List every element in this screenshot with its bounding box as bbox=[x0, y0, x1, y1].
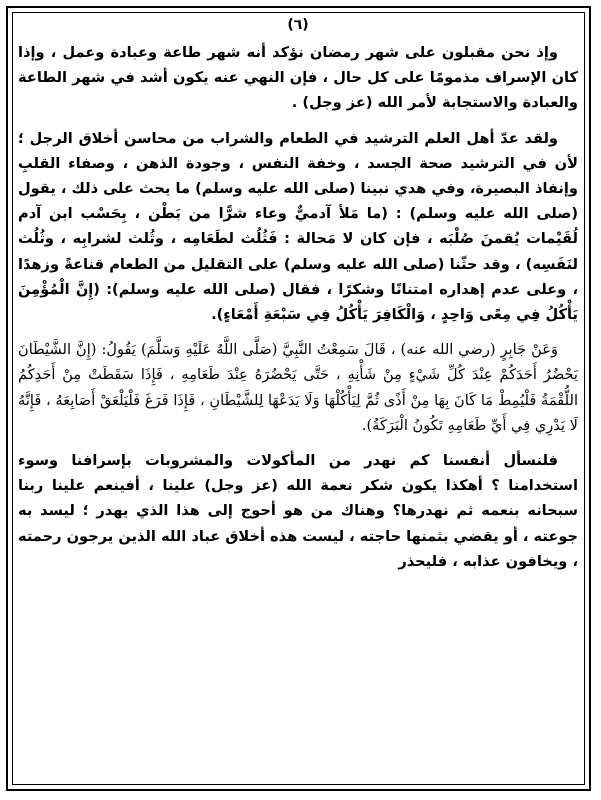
paragraph-ramadan-intro: وإذ نحن مقبلون على شهر رمضان نؤكد أنه شهر طاعة وعبادة وعمل ، وإذا كان الإسراف مذمومًا على كل حال ، فإن النهي عنه يكون أشد في شهر الطاعة والعبادة والاستجابة لأمر الله (عز وجل) . bbox=[18, 44, 578, 112]
page-number: (٦) bbox=[287, 17, 309, 33]
paragraph-jabir-hadith: وَعَنْ جَابِرٍ (رضي الله عنه) ، قَالَ سَمِعْتُ النَّبِيَّ (صَلَّى اللَّهُ عَلَيْهِ وَسَلَّمَ) يَقُولُ: (إِنَّ الشَّيْطَانَ يَحْضُرُ أَحَدَكُمْ عِنْدَ كُلِّ شَيْءٍ مِنْ شَأْنِهِ ، حَتَّى يَحْضُرَهُ عِنْدَ طَعَامِهِ ، فَإِذَا سَقَطَتْ مِنْ أَحَدِكُمُ اللُّقْمَةُ فَلْيُمِطْ مَا كَانَ بِهَا مِنْ أَذًى ثُمَّ لِيَأْكُلْهَا وَلَا يَدَعْهَا لِلشَّيْطَانِ ، فَإِذَا فَرَغَ فَلْيَلْعَقْ أَصَابِعَهُ ، فَإِنَّهُ لَا يَدْرِي فِي أَيِّ طَعَامِهِ تَكُونُ الْبَرَكَةُ). bbox=[18, 341, 578, 434]
page-content bbox=[18, 14, 578, 784]
paragraph-waste-question: فلنسأل أنفسنا كم نهدر من المأكولات والمشروبات بإسرافنا وسوء استخدامنا ؟ أهكذا يكون شكر نعمة الله (عز وجل) علينا ، أفينعم علينا ربنا سبحانه بنعمه ثم نهدرها؟ وهناك من هو أحوج إلى هذا الذي يهدر ؛ ليسد به جوعته ، أو يقضي بثمنها حاجته ، ليست هذه أخلاق عباد الله الذين يرجون رحمته ، ويخافون عذابه ، فليحذر bbox=[18, 452, 578, 570]
paragraph-rationing-virtues: ولقد عدّ أهل العلم الترشيد في الطعام والشراب من محاسن أخلاق الرجل ؛ لأن في الترشيد صحة الجسد ، وخفة النفس ، وجودة الذهن ، وصفاء القلبِ وإنفاذ البصيرة، وفي هدي نبينا (صلى الله عليه وسلم) ما يحث على ذلك ، يقول (صلى الله عليه وسلم) : (ما مَلأ آدميٌّ وعاء شرًّا من بَطْن ، بِحَسْب ابن آدم لُقَيْمات يُقمنَ صُلْبَه ، فإن كان لا مَحالة : فَثُلُث لطَعَامِه ، وثُلث لشرابِه ، وثُلُث لنَفَسِه) ، وقد حثّنا (صلى الله عليه وسلم) على التقليل من الطعام قناعةً وزهدًا ، وعلى عدم إهداره امتنانًا وشكرًا ، فقال (صلى الله عليه وسلم): (إِنَّ الْمُؤْمِنَ يَأْكُلُ فِي مِعًى وَاحِدٍ ، وَالْكَافِرَ يَأْكُلُ فِي سَبْعَةِ أَمْعَاءٍ). bbox=[18, 129, 578, 324]
